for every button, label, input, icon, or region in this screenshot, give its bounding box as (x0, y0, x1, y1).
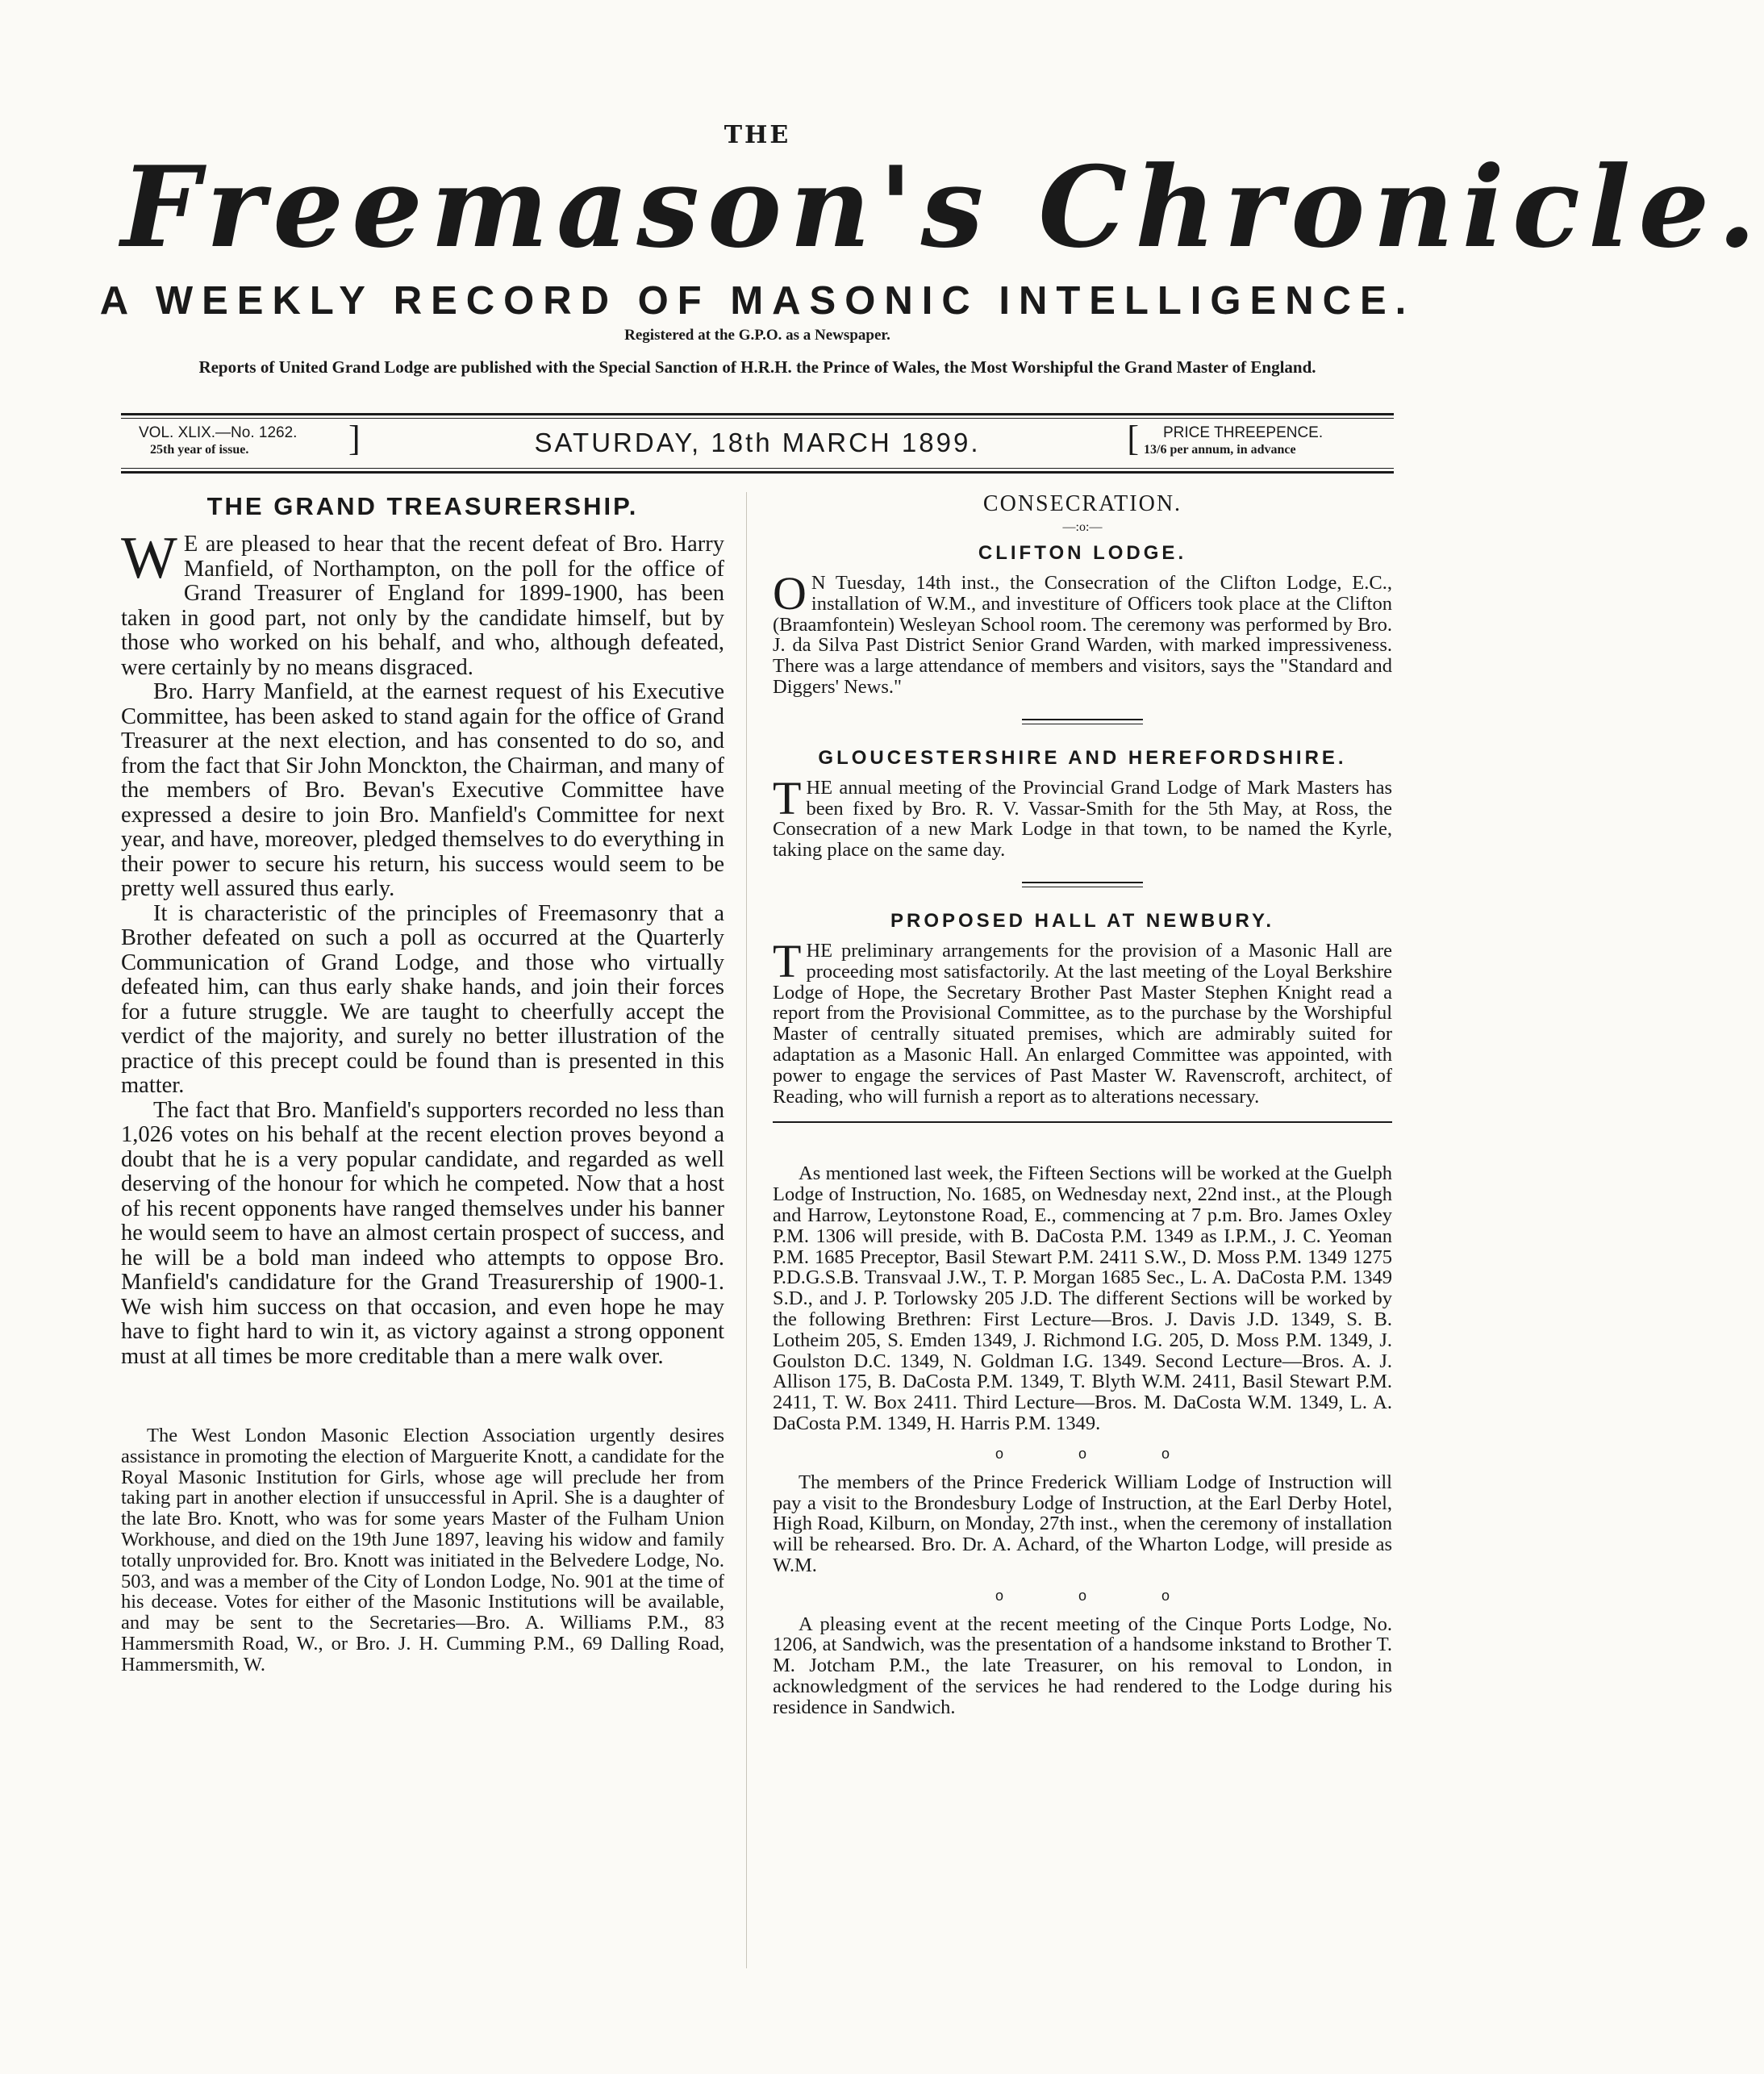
clifton-lodge-heading: CLIFTON LODGE. (978, 542, 1187, 564)
article-west-london (121, 1425, 724, 1675)
paragraph-text: N Tuesday, 14th inst., the Consecration of the Clifton Lodge, E.C., installation of W.M., and investiture of Officers took place at the Clifton (Braamfontein) Wesleyan School room. The ceremony was performed by Bro. J. da Silva Past District Senior Grand Warden, with marked impressiveness. There was a large attendance of members and visitors, says the "Standard and Diggers' News." (773, 572, 1392, 698)
article-paragraph: It is characteristic of the principles of Freemasonry that a Brother defeated on such a poll as occurred at the Quarterly Communication of Grand Lodge, and those who virtually defeated him, can thus early shake hands, and join their forces for a future struggle. We are taught to cheerfully accept the verdict of the majority, and surely no better illustration of the practice of this precept could be found than is presented in this matter. (121, 900, 724, 1098)
article-paragraph (773, 771, 1392, 862)
spacer (773, 887, 1392, 908)
newspaper-title: Freemason's Chronicle. (121, 141, 1764, 273)
spacer (773, 1123, 1392, 1163)
article-clifton-lodge (773, 567, 1392, 698)
gloucestershire-heading: GLOUCESTERSHIRE AND HEREFORDSHIRE. (818, 746, 1347, 769)
newbury-heading: PROPOSED HALL AT NEWBURY. (890, 909, 1275, 932)
article-paragraph: The fact that Bro. Manfield's supporters recorded no less than 1,026 votes on his behalf at the recent election proves beyond a doubt that he is a very popular candidate, and regarded as well deserving of the honour for which he competed. Now that a host of his recent opponents have ranged themselves under his banner he would seem to have an almost certain prospect of success, and he will be a bold man indeed who attempts to oppose Bro. Manfield's candidature for the Grand Treasurership of 1900-1. We wish him success on that occasion, and even hope he may have to fight hard to win it, as victory against a strong opponent must at all times be more creditable than a mere walk over. (121, 1097, 724, 1369)
annual-price: 13/6 per annum, in advance (1144, 443, 1296, 457)
spacer (773, 1107, 1392, 1121)
dateline (121, 419, 1394, 465)
rule-top-thick (121, 413, 1394, 415)
article-paragraph (773, 567, 1392, 698)
bracket-left: ] (348, 419, 361, 458)
article-paragraph (121, 525, 724, 680)
year-of-issue: 25th year of issue. (150, 443, 249, 457)
drop-cap: W (121, 525, 177, 591)
issue-date: SATURDAY, 18th MARCH 1899. (534, 428, 981, 457)
drop-cap: O (773, 567, 807, 620)
price: PRICE THREEPENCE. (1163, 424, 1324, 441)
rule-bottom-thin (121, 468, 1394, 469)
reports-note: Reports of United Grand Lodge are published with the Special Sanction of H.R.H. the Prince of Wales, the Most Worshipful the Grand Master of England. (198, 357, 1316, 377)
spacer (121, 1369, 724, 1425)
article-paragraph: The members of the Prince Frederick William Lodge of Instruction will pay a visit to the Brondesbury Lodge of Instruction, at the Earl Derby Hotel, High Road, Kilburn, on Monday, 27th inst., when the ceremony of installation will be rehearsed. Bro. Dr. A. Achard, of the Wharton Lodge, will preside as W.M. (773, 1471, 1392, 1576)
article-paragraph: A pleasing event at the recent meeting of the Cinque Ports Lodge, No. 1206, at Sandwich, was the presentation of a handsome inkstand to Brother T. M. Jotcham P.M., the late Treasurer, on his removal to London, in acknowledgment of the services he had rendered to the Lodge during his residence in Sandwich. (773, 1613, 1392, 1718)
section-rule (1022, 882, 1143, 883)
article-paragraph: Bro. Harry Manfield, at the earnest request of his Executive Committee, has been asked to stand again for the office of Grand Treasurer at the next election, and has consented to do so, and from the fact that Sir John Monckton, the Chairman, and many of the members of Bro. Bevan's Executive Committee have expressed a desire to join Bro. Manfield's Committee for next year, and have, moreover, pledged themselves to do everything in their power to secure his return, his success would seem to be pretty well assured thus early. (121, 679, 724, 901)
article-paragraph: The West London Masonic Election Association urgently desires assistance in promoting the election of Marguerite Knott, a candidate for the Royal Masonic Institution for Girls, whose age will preclude her from taking part in another election if unsuccessful in April. She is a daughter of the late Bro. Knott, who was for some years Master of the Fulham Union Workhouse, and died on the 19th June 1897, leaving his widow and family totally unprovided for. Bro. Knott was initiated in the Belvedere Lodge, No. 503, and was a member of the City of London Lodge, No. 901 at the time of his decease. Votes for either of the Masonic Institutions will be available, and may be sent to the Secretaries—Bro. A. Williams P.M., 83 Hammersmith Road, W., or Bro. J. H. Cumming P.M., 69 Dalling Road, Hammersmith, W. (121, 1425, 724, 1675)
spacer (773, 698, 1392, 719)
paragraph-text: E are pleased to hear that the recent defeat of Bro. Harry Manfield, of Northampton, on the poll for the office of Grand Treasurer of England for 1899-1900, has been taken in good part, not only by the candidate himself, but by those who worked on his behalf, and who, although defeated, were certainly by no means disgraced. (121, 532, 724, 680)
paragraph-text: HE annual meeting of the Provincial Grand Lodge of Mark Masters has been fixed by Bro. R. V. Vassar-Smith for the 5th May, at Ross, the Consecration of a new Mark Lodge in that town, to be named the Kyrle, taking place on the same day. (773, 776, 1392, 862)
right-column (773, 490, 1392, 1718)
left-column (121, 490, 724, 1675)
circle-separator: o o o (995, 1587, 1206, 1604)
article-gloucestershire (773, 771, 1392, 862)
volume-number: VOL. XLIX.—No. 1262. (139, 424, 298, 441)
rule-top-thin (121, 418, 1394, 419)
article-newbury-hall (773, 934, 1392, 1108)
article-paragraph: As mentioned last week, the Fifteen Sections will be worked at the Guelph Lodge of Instruction, No. 1685, on Wednesday next, 22nd inst., at the Plough and Harrow, Leytonstone Road, E., commencing at 7 p.m. Bro. James Oxley P.M. 1306 will preside, with B. DaCosta P.M. 1349 as I.P.M., J. C. Yeoman P.M. 1685 Preceptor, Basil Stewart P.M. 2411 S.W., D. Moss P.M. 1349 1275 P.D.G.S.B. Transvaal J.W., T. P. Morgan 1685 Sec., L. A. DaCosta P.M. 1349 S.D., and J. P. Torlowsky 205 J.D. The different Sections will be worked by the following Brethren: First Lecture—Bros. J. Davis J.D. 1349, S. B. Lotheim 205, S. Emden 1349, J. Richmond I.G. 205, D. Moss P.M. 1349, J. Goulston D.C. 1349, N. Goldman I.G. 1349. Second Lecture—Bros. A. J. Allison 175, B. DaCosta P.M. 1349, T. Blyth W.M. 2411, Basil Stewart P.M. 2411, T. W. Box 2411. Third Lecture—Bros. M. DaCosta W.M. 1349, L. A. DaCosta P.M. 1349, H. Harris P.M. 1349. (773, 1162, 1392, 1434)
consecration-heading: CONSECRATION. (982, 491, 1182, 516)
article-grand-treasurership (121, 525, 724, 1369)
drop-cap: T (773, 934, 802, 987)
article-fifteen-sections (773, 1163, 1392, 1433)
spacer (773, 861, 1392, 882)
column-divider (746, 492, 747, 1968)
article-prince-frederick (773, 1472, 1392, 1576)
paragraph-text: HE preliminary arrangements for the provision of a Masonic Hall are proceeding most satisfactorily. At the last meeting of the Loyal Berkshire Lodge of Hope, the Secretary Brother Past Master Stephen Knight read a report from the Provisional Committee, as to the purchase by the Worshipful Master of centrally situated premises, which are admirably suited for adaptation as a Masonic Hall. An enlarged Committee was appointed, with power to engage the services of Past Master W. Ravenscroft, architect, of Reading, who will furnish a report as to alterations necessary. (773, 939, 1392, 1108)
rule-bottom-thick (121, 471, 1394, 474)
article-heading-grand-treasurership: THE GRAND TREASURERSHIP. (206, 492, 639, 520)
article-paragraph (773, 934, 1392, 1108)
drop-cap: T (773, 771, 802, 824)
masthead-the: THE (724, 121, 791, 149)
section-rule (1022, 719, 1143, 720)
separator: —:o:— (1062, 520, 1103, 534)
bracket-right: [ (1127, 419, 1139, 458)
circle-separator: o o o (995, 1445, 1206, 1462)
price-info (1144, 424, 1394, 458)
registered-note: Registered at the G.P.O. as a Newspaper. (624, 327, 890, 344)
newspaper-subtitle: A WEEKLY RECORD OF MASONIC INTELLIGENCE. (99, 279, 1416, 323)
spacer (773, 724, 1392, 745)
article-cinque-ports (773, 1614, 1392, 1718)
